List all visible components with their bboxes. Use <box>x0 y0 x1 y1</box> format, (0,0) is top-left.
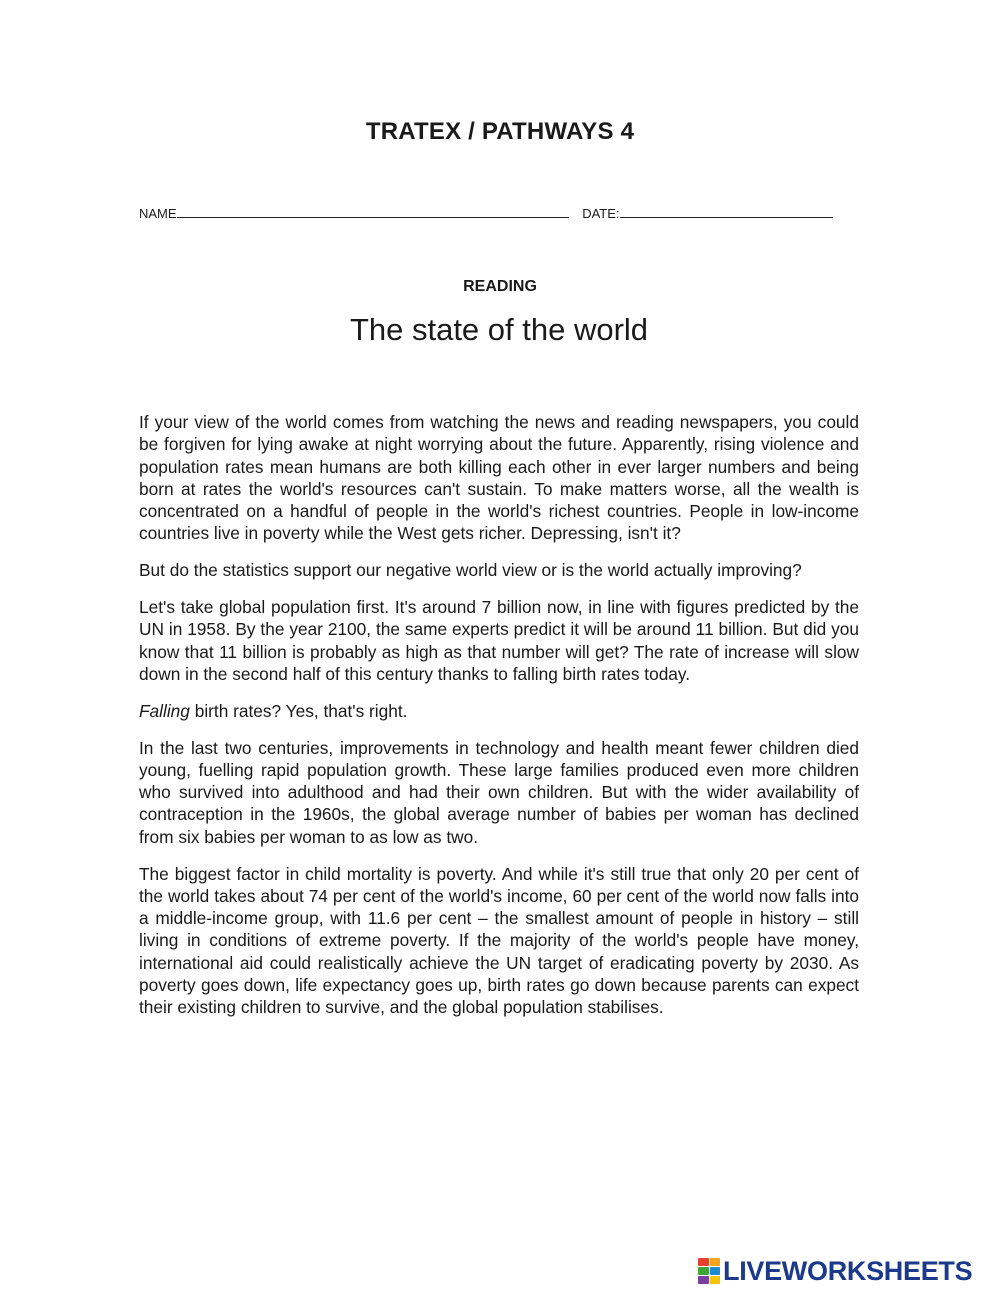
paragraph-technology-health: In the last two centuries, improvements in technology and health meant fewer children died young, fuelling rapid population growth. These large families produced even more children who survived into adulthood and had their own children. But with the wider availability of contraception in the 1960s, the global average number of babies per woman has declined from six babies per woman to as low as two. <box>139 737 859 847</box>
date-label: DATE: <box>582 206 620 221</box>
liveworksheets-logo-icon <box>698 1258 720 1284</box>
name-blank-line <box>177 206 569 218</box>
emphasis-falling: Falling <box>139 700 190 721</box>
logo-square <box>710 1258 721 1266</box>
logo-square <box>698 1267 709 1275</box>
article-body <box>139 411 859 1033</box>
logo-square <box>710 1267 721 1275</box>
name-label: NAME <box>139 206 177 221</box>
article-title: The state of the world <box>349 312 649 347</box>
falling-rest-text: birth rates? Yes, that's right. <box>189 700 408 721</box>
logo-square <box>710 1276 721 1284</box>
liveworksheets-brand <box>698 1256 972 1286</box>
name-date-line <box>139 206 859 221</box>
paragraph-population: Let's take global population first. It's around 7 billion now, in line with figures predicted by the UN in 1958. By the year 2100, the same experts predict it will be around 11 billion. But did you know that 11 billion is probably as high as that number will get? The rate of increase will slow down in the second half of this century thanks to falling birth rates today. <box>139 597 859 684</box>
section-label: READING <box>463 278 537 295</box>
logo-square <box>698 1276 709 1284</box>
logo-square <box>698 1258 709 1266</box>
paragraph-question: But do the statistics support our negative world view or is the world actually improving? <box>139 560 802 581</box>
worksheet-title: TRATEX / PATHWAYS 4 <box>365 118 635 145</box>
paragraph-falling-birth-rates <box>139 700 859 722</box>
brand-text: LIVEWORKSHEETS <box>723 1255 973 1286</box>
paragraph-intro: If your view of the world comes from watching the news and reading newspapers, you could be forgiven for lying awake at night worrying about the future. Apparently, rising violence and population rates mean humans are both killing each other in ever larger numbers and being born at rates the world's resources can't sustain. To make matters worse, all the wealth is concentrated on a handful of people in the world's richest countries. People in low-income countries live in poverty while the West gets richer. Depressing, isn't it? <box>139 412 859 544</box>
date-blank-line <box>620 206 833 218</box>
paragraph-poverty: The biggest factor in child mortality is poverty. And while it's still true that only 20 per cent of the world takes about 74 per cent of the world's income, 60 per cent of the world now falls into a middle-income group, with 11.6 per cent – the smallest amount of people in history – still living in conditions of extreme poverty. If the majority of the world's people have money, international aid could realistically achieve the UN target of eradicating poverty by 2030. As poverty goes down, life expectancy goes up, birth rates go down because parents can expect their existing children to survive, and the global population stabilises. <box>139 863 859 1018</box>
